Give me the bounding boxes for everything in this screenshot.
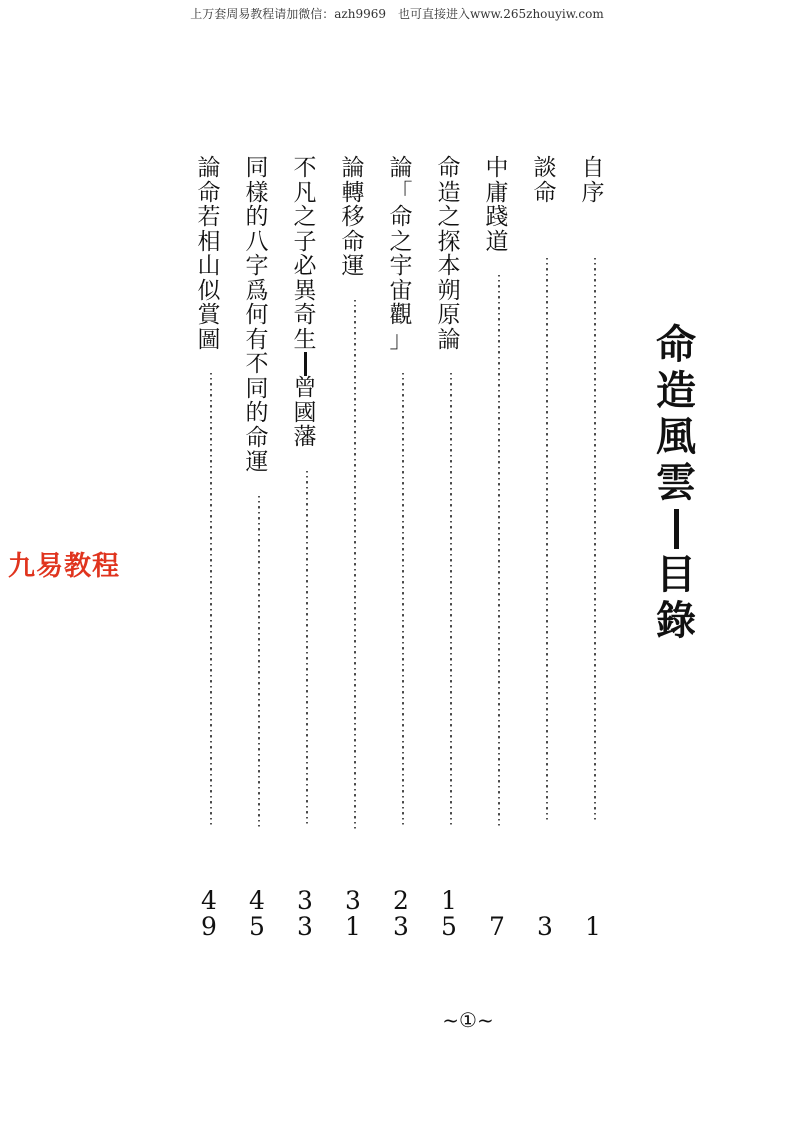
title-char: 雲 — [656, 460, 696, 506]
watermark: 九易教程 — [8, 551, 120, 582]
toc-leader-dots: ⋮ ⋮ ⋮ ⋮ ⋮ ⋮ ⋮ ⋮ ⋮ ⋮ ⋮ ⋮ ⋮ ⋮ ⋮ ⋮ ⋮ ⋮ ⋮ ⋮ ⋮ ⋮ ⋮ ⋮ ⋮ ⋮ ⋮ ⋮ ⋮ ⋮ ⋮ ⋮ ⋮ ⋮ ⋮ ⋮ ⋮ ⋮ ⋮ ⋮ ⋮ ⋮ ⋮ ⋮ ⋮ ⋮ ⋮ ⋮ ⋮ ⋮ ⋮ — [588, 256, 602, 822]
toc-page-number: 4 9 — [201, 886, 217, 941]
toc-leader-dots: ⋮ ⋮ ⋮ ⋮ ⋮ ⋮ ⋮ ⋮ ⋮ ⋮ ⋮ ⋮ ⋮ ⋮ ⋮ ⋮ ⋮ ⋮ ⋮ ⋮ ⋮ ⋮ ⋮ ⋮ ⋮ ⋮ ⋮ ⋮ ⋮ ⋮ ⋮ ⋮ ⋮ ⋮ ⋮ ⋮ ⋮ ⋮ ⋮ ⋮ ⋮ ⋮ ⋮ ⋮ ⋮ ⋮ ⋮ ⋮ ⋮ ⋮ — [492, 273, 506, 828]
toc-page-number: 4 5 — [249, 886, 265, 941]
toc-entry-label: 命 造 之 探 本 朔 原 論 — [437, 155, 461, 353]
toc-page-number: 1 — [585, 912, 601, 941]
toc-page-number: 3 — [537, 912, 553, 941]
toc-page-number: 7 — [489, 912, 505, 941]
toc-entry — [386, 156, 416, 830]
toc-entry-label: 論 命 若 相 山 似 賞 圖 — [197, 155, 221, 353]
title-char: 風 — [656, 414, 696, 460]
toc-entry — [482, 156, 512, 830]
toc-page-number: 2 3 — [393, 886, 409, 941]
toc-entry-label: 論 「 命 之 宇 宙 觀 」 — [389, 155, 413, 353]
toc-entry-label: 自 序 — [581, 155, 605, 206]
page-number: ~①~ — [442, 1008, 494, 1032]
title-char — [674, 509, 679, 549]
toc-entry-label: 談 命 — [533, 155, 557, 206]
title-char: 目 — [656, 552, 696, 598]
toc-entry — [530, 156, 560, 830]
toc-entry — [290, 156, 320, 830]
toc-leader-dots: ⋮ ⋮ ⋮ ⋮ ⋮ ⋮ ⋮ ⋮ ⋮ ⋮ ⋮ ⋮ ⋮ ⋮ ⋮ ⋮ ⋮ ⋮ ⋮ ⋮ ⋮ ⋮ ⋮ ⋮ ⋮ ⋮ ⋮ ⋮ ⋮ ⋮ ⋮ ⋮ — [300, 469, 314, 826]
toc-entry-label: 同 樣 的 八 字 爲 何 有 不 同 的 命 運 — [245, 155, 269, 475]
toc-entry — [338, 156, 368, 830]
toc-entry — [578, 156, 608, 830]
toc-page-number: 1 5 — [441, 886, 457, 941]
toc-leader-dots: ⋮ ⋮ ⋮ ⋮ ⋮ ⋮ ⋮ ⋮ ⋮ ⋮ ⋮ ⋮ ⋮ ⋮ ⋮ ⋮ ⋮ ⋮ ⋮ ⋮ ⋮ ⋮ ⋮ ⋮ ⋮ ⋮ ⋮ ⋮ ⋮ ⋮ ⋮ ⋮ ⋮ ⋮ ⋮ ⋮ ⋮ ⋮ ⋮ ⋮ ⋮ — [204, 371, 218, 827]
toc-leader-dots: ⋮ ⋮ ⋮ ⋮ ⋮ ⋮ ⋮ ⋮ ⋮ ⋮ ⋮ ⋮ ⋮ ⋮ ⋮ ⋮ ⋮ ⋮ ⋮ ⋮ ⋮ ⋮ ⋮ ⋮ ⋮ ⋮ ⋮ ⋮ ⋮ ⋮ ⋮ ⋮ ⋮ ⋮ ⋮ ⋮ ⋮ ⋮ ⋮ ⋮ ⋮ — [396, 371, 410, 827]
toc-leader-dots: ⋮ ⋮ ⋮ ⋮ ⋮ ⋮ ⋮ ⋮ ⋮ ⋮ ⋮ ⋮ ⋮ ⋮ ⋮ ⋮ ⋮ ⋮ ⋮ ⋮ ⋮ ⋮ ⋮ ⋮ ⋮ ⋮ ⋮ ⋮ ⋮ ⋮ ⋮ ⋮ ⋮ ⋮ ⋮ ⋮ ⋮ ⋮ ⋮ ⋮ ⋮ — [444, 371, 458, 827]
title-char: 命 — [656, 322, 696, 368]
toc-page-number: 3 3 — [297, 886, 313, 941]
toc-leader-dots: ⋮ ⋮ ⋮ ⋮ ⋮ ⋮ ⋮ ⋮ ⋮ ⋮ ⋮ ⋮ ⋮ ⋮ ⋮ ⋮ ⋮ ⋮ ⋮ ⋮ ⋮ ⋮ ⋮ ⋮ ⋮ ⋮ ⋮ ⋮ ⋮ ⋮ ⋮ ⋮ ⋮ ⋮ ⋮ ⋮ ⋮ ⋮ ⋮ ⋮ ⋮ ⋮ ⋮ ⋮ ⋮ ⋮ ⋮ ⋮ — [348, 297, 362, 831]
toc-entry-label: 論 轉 移 命 運 — [341, 155, 365, 279]
toc-entry — [194, 156, 224, 830]
toc-leader-dots: ⋮ ⋮ ⋮ ⋮ ⋮ ⋮ ⋮ ⋮ ⋮ ⋮ ⋮ ⋮ ⋮ ⋮ ⋮ ⋮ ⋮ ⋮ ⋮ ⋮ ⋮ ⋮ ⋮ ⋮ ⋮ ⋮ ⋮ ⋮ ⋮ ⋮ — [252, 493, 266, 829]
title-char: 造 — [656, 368, 696, 414]
toc-entry-label: 不 凡 之 子 必 異 奇 生 曾 國 藩 — [293, 155, 317, 450]
page-title — [652, 322, 700, 644]
toc-leader-dots: ⋮ ⋮ ⋮ ⋮ ⋮ ⋮ ⋮ ⋮ ⋮ ⋮ ⋮ ⋮ ⋮ ⋮ ⋮ ⋮ ⋮ ⋮ ⋮ ⋮ ⋮ ⋮ ⋮ ⋮ ⋮ ⋮ ⋮ ⋮ ⋮ ⋮ ⋮ ⋮ ⋮ ⋮ ⋮ ⋮ ⋮ ⋮ ⋮ ⋮ ⋮ ⋮ ⋮ ⋮ ⋮ ⋮ ⋮ ⋮ ⋮ ⋮ ⋮ — [540, 256, 554, 822]
toc-page-number: 3 1 — [345, 886, 361, 941]
toc-entry — [242, 156, 272, 830]
page-header: 上万套周易教程请加微信：azh9969 也可直接进入www.265zhouyiw.com — [190, 7, 604, 21]
toc-entry-label: 中 庸 踐 道 — [485, 155, 509, 255]
title-char: 錄 — [656, 598, 696, 644]
toc-entry — [434, 156, 464, 830]
